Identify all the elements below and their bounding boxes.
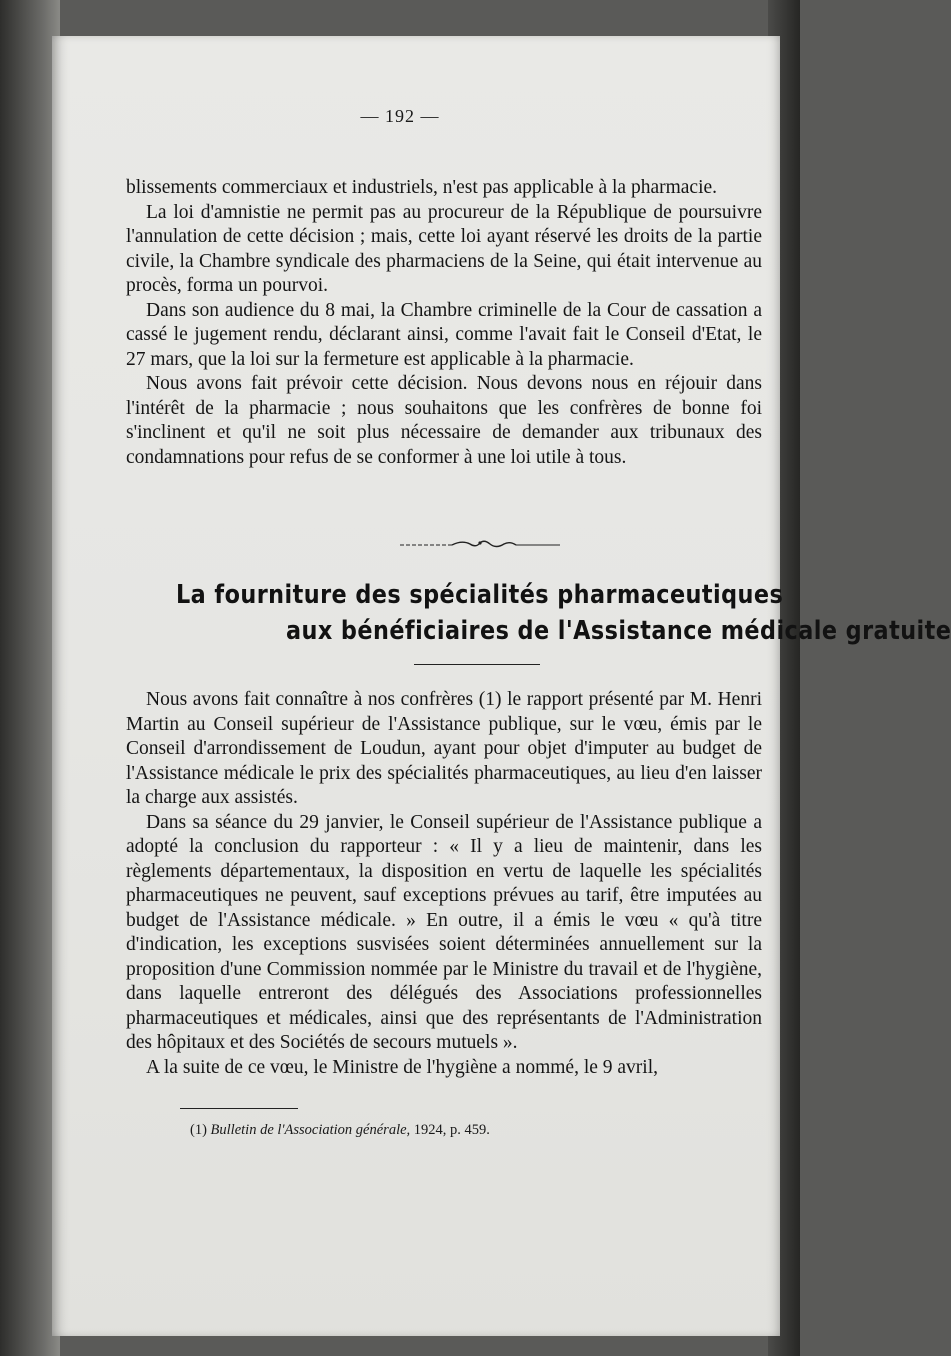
ornament-divider-icon [400, 538, 560, 552]
paragraph-continuation: blissements commerciaux et industriels, n'est pas applicable à la pharmacie. [126, 177, 718, 198]
paragraph-rapport: Nous avons fait connaître à nos confrères (1) le rapport présenté par M. Henri Martin au Conseil supérieur de l'Assistance publique, sur le vœu, émis par le Conseil d'arrondissement de Loudun, ayant pour objet d'imputer au budget de l'Assistance médicale le prix des spécialités pharmaceutiques, au lieu d'en laisser la charge aux assistés. [126, 689, 762, 808]
paragraph-ministre: A la suite de ce vœu, le Ministre de l'hygiène a nommé, le 9 avril, [146, 1056, 658, 1078]
footnote-title: Bulletin de l'Association générale, [210, 1122, 411, 1138]
bottom-text-block [126, 688, 762, 1080]
paragraph-decision: Nous avons fait prévoir cette décision. Nous devons nous en réjouir dans l'intérêt de la pharmacie ; nous souhaitons que les confrères de bonne foi s'inclinent et qu'il ne soit plus nécessaire de demander aux tribunaux des condamnations pour refus de se conformer à une loi utile à tous. [126, 373, 762, 468]
title-underline [414, 664, 540, 665]
paragraph-cassation: Dans son audience du 8 mai, la Chambre criminelle de la Cour de cassation a cassé le jugement rendu, déclarant ainsi, comme l'avait fait le Conseil d'Etat, le 27 mars, que la loi sur la fermeture est applicable à la pharmacie. [126, 299, 762, 370]
scan-background-left [0, 0, 60, 1356]
footnote [190, 1122, 490, 1139]
footnote-separator [180, 1108, 298, 1109]
top-text-block [126, 176, 762, 470]
article-title-line-2: aux bénéficiaires de l'Assistance médicale gratuite [286, 616, 951, 646]
footnote-marker: (1) [190, 1122, 207, 1138]
paragraph-amnistie: La loi d'amnistie ne permit pas au procureur de la République de poursuivre l'annulation de cette décision ; mais, cette loi ayant réservé les droits de la partie civile, la Chambre syndicale des pharmaciens de la Seine, qui était intervenue au procès, forma un pourvoi. [126, 201, 762, 296]
page-number: — 192 — [360, 106, 440, 126]
paragraph-seance: Dans sa séance du 29 janvier, le Conseil supérieur de l'Assistance publique a adopté la conclusion du rapporteur : « Il y a lieu de maintenir, dans les règlements départementaux, la disposition en vertu de laquelle les spécialités pharmaceutiques ne peuvent, sauf exceptions prévues au tarif, être imputées au budget de l'Assistance médicale. » En outre, il a émis le vœu « qu'à titre d'indication, les exceptions susvisées soient déterminées annuellement sur la proposition d'une Commission nommée par le Ministre du travail et de l'hygiène, dans laquelle entreront des délégués des Associations professionnelles pharmaceutiques et médicales, ainsi que des représentants de l'Administration des hôpitaux et des Sociétés de secours mutuels ». [126, 811, 762, 1053]
footnote-reference: 1924, p. 459. [413, 1122, 490, 1138]
article-title-line-1: La fourniture des spécialités pharmaceutiques [176, 580, 784, 610]
